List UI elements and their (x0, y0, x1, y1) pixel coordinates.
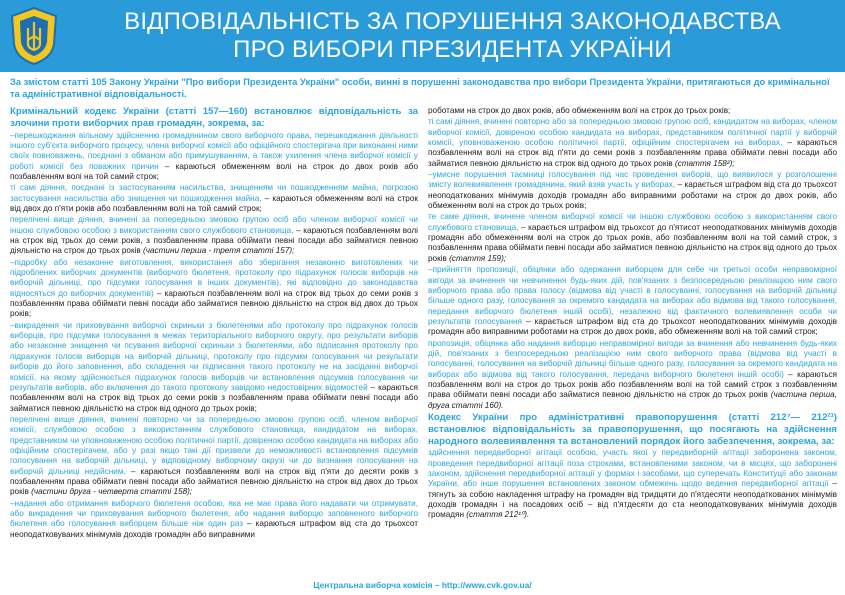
header-banner (0, 0, 845, 72)
paragraph: –підробку або незаконне виготовлення, використання або зберігання незаконно виготовлених чи підроблених виборчих документів (виборчого бюлетеня, протоколу про підрахунок голосів виборців на виборчій дільниці, про підсумки голосування в інших документів), які відповідно до законодавства відносяться до виборчих документів) – караються позбавленням волі на строк від трьох до семи років з позбавленням права обіймати певні посади або займатися певною діяльністю на строк від двох до трьох років; (10, 257, 419, 319)
paragraph: те саме діяння, вчинене членом виборчої комісії чи іншою службовою особою з використанням свого службового становища, – карається штрафом від трьохсот до п'ятисот неоподаткованих мінімумів доходів громадян або обмеженням волі на строк до трьох років, або позбавленням волі на той самий строк, з позбавленням права обіймати певні посади або займатися певною діяльністю на строк від одного до трьох років (стаття 159); (428, 212, 837, 263)
criminal-code-heading: Кримінальний кодекс України (статті 157—160) встановлює відповідальність за злочини проти виборчих прав громадян, зокрема, за: (10, 106, 418, 129)
paragraph: ті самі діяння, вчинені повторно або за попередньою змовою групою осіб, кандидатом на виборах, членом виборчої комісії, довіреною особою кандидата на виборах, представником політичної партії у виборчій комісії, уповноваженою особою політичної партії, офіційним спостерігачем на виборах, – караються позбавленням волі на строк від п'яти до семи років з позбавленням права обіймати певні посади або займатися певною діяльністю на строк від одного до трьох років (стаття 158²); (428, 117, 838, 168)
paragraph: здійснення передвиборної агітації особою, участь якої у передвиборній агітації заборонена законом, проведення передвиборної агітації поза строками, встановленими законом, чи в місцях, що заборонені законом, здійснення передвиборної агітації у формах і засобами, що суперечать Конституції або законам України, або інше порушення встановлених законом обмежень щодо ведення передвиборної агітації – тягнуть за собою накладення штрафу на громадян від тридцяти до п'ятдесяти неоподаткованих мінімумів доходів громадян і на посадових осіб – від п'ятдесяти до ста неоподатковуваних мінімумів доходів громадян (стаття 212¹⁰). (428, 448, 837, 520)
paragraph: –надання або отримання виборчого бюлетеня особою, яка не має права його надавати чи отримувати, або викрадення чи приховування виборчого бюлетеня, або надання виборцю заповненого виборчого бюлетеня або голосування виборцем більше ніж один раз – караються штрафом від ста до трьохсот неоподатковуваних мінімумів доходів громадян або виправними (10, 498, 418, 539)
admin-code-heading: Кодекс України про адміністративні правопорушення (статті 212⁷— 212²¹) встановлює відповідальність за правопорушення, що посягають на здійснення народного волевиявлення та встановлений порядок його забезпечення, зокрема, за: (428, 411, 837, 447)
paragraph: перелічені вище діяння, вчинені повторно чи за попередньою змовою групою осіб, членом виборчої комісії, службовою особою з використанням службового становища, кандидатом на виборах, представником чи уповноваженою особою політичної партії, довіреною особою кандидата на виборах або офіційним спостерігачем, або у разі якщо такі дії призвели до неможливості встановлення підсумків голосування на виборчій дільниці, у відповідному виборчому окрузі чи до визнання голосування на виборчій дільниці недійсним, – караються позбавленням волі на строк від п'яти до десяти років з позбавленням права обіймати певні посади або займатися певною діяльністю на строк від двох до трьох років (частини друга - четверта статті 158); (10, 414, 418, 497)
title-line-1: ВІДПОВІДАЛЬНІСТЬ ЗА ПОРУШЕННЯ ЗАКОНОДАВСТВА (124, 8, 781, 35)
right-column (428, 106, 837, 522)
paragraph: роботами на строк до двох років, або обмеженням волі на строк до трьох років; (428, 106, 731, 115)
footer-link[interactable]: Центральна виборча комісія – http://www.cvk.gov.ua/ (313, 580, 532, 590)
left-column (10, 106, 418, 541)
paragraph: –викрадення чи приховування виборчої скриньки з бюлетенями або протоколу про підрахунок голосів виборців, про підсумки голосування в межах територіального виборчого округу, про результати виборів або незаконне знищення чи псування виборчої скриньки з бюлетенями, або підписання протоколу про підрахунок голосів виборців на виборчій дільниці, протоколу про підсумки голосування чи результати виборів до його заповнення, або складення чи підписання такого протоколу не на засіданні виборчої комісії, на якому здійснюється підрахунок голосів виборців чи встановлення підсумків голосування чи результатів виборів, або включення до такого протоколу завідомо недостовірних відомостей – караються позбавленням волі на строк від трьох до семи років з позбавленням права обіймати певні посади або займатися певною діяльністю на строк від одного до трьох років; (10, 320, 418, 413)
intro-paragraph: За змістом статті 105 Закону України "Про вибори Президента України" особи, винні в порушенні законодавства про вибори Президента України, притягаються до кримінальної та адміністративної відповідальності. (10, 77, 830, 99)
paragraph: –прийняття пропозиції, обіцянки або одержання виборцем для себе чи третьої особи неправомірної вигоди за вчинення чи невчинення будь-яких дій, пов'язаних з безпосередньою реалізацією ним свого виборчого права або права голосу (відмова від участі в голосуванні, голосування на виборчій дільниці більше одного разу, голосування за окремого кандидата на виборах або відмова від такого голосування, передання виборчого бюлетеня іншій особі), незалежно від фактичного волевиявлення особи чи результатів голосування – карається штрафом від ста до трьохсот неоподаткованих мінімумів доходів громадян або виправними роботами на строк до двох років, або обмеженням волі на той самий строк; (428, 265, 837, 337)
paragraph: перелічені вище діяння, вчинені за попередньою змовою групою осіб або членом виборчої комісії чи іншою службовою особою з використанням свого службового становища, – караються позбавленням волі на строк від трьох до семи років, з позбавленням права обіймати певні посади або займатися певною діяльністю на строк до трьох років (частини перша - третя статті 157); (10, 215, 419, 256)
cvk-emblem-icon (8, 6, 60, 66)
paragraph: –умисне порушення таємниці голосування під час проведення виборів, що виявилося у розголошенні змісту волевиявлення громадянина, який взяв участь у виборах, – карається штрафом від ста до трьохсот неоподаткованих мінімумів доходів громадян або виправними роботами на строк до двох років, або обмеженням волі на строк до трьох років; (428, 170, 838, 211)
paragraph: ті самі діяння, поєднані із застосуванням насильства, знищенням чи пошкодженням майна, погрозою застосування насильства або знищення чи пошкодження майна, – караються обмеженням волі на строк від двох до п'яти років або позбавленням волі на той самий строк; (10, 183, 418, 213)
paragraph: –перешкоджання вільному здійсненню громадянином свого виборчого права, перешкоджання діяльності іншого суб'єкта виборчого процесу, члена виборчої комісії або офіційного спостерігача при виконанні ними своїх повноважень, поєднані з обманом або примушуванням, а також ухилення члена виборчої комісії у роботі комісії без поважних причин – караються обмеженням волі на строк до двох років або позбавленням волі на той самий строк; (10, 130, 418, 181)
title-line-2: ПРО ВИБОРИ ПРЕЗИДЕНТА УКРАЇНИ (233, 36, 672, 63)
page-title (70, 8, 835, 64)
paragraph: пропозиція, обіцянка або надання виборцю неправомірної вигоди за вчинення або невчинення будь-яких дій, пов'язаних з безпосередньою реалізацією ним свого виборчого права (відмова від участі в голосуванні, голосування на виборчій дільниці більше одного разу, голосування за окремого кандидата на виборах або відмова від такого голосування, передача виборчого бюлетеня іншій особі) – караються позбавленням волі на строк до трьох років або позбавленням волі на той самий строк з позбавленням права обіймати певні посади або займатися певною діяльністю на строк до трьох років (частина перша, друга статті 160). (428, 338, 837, 410)
